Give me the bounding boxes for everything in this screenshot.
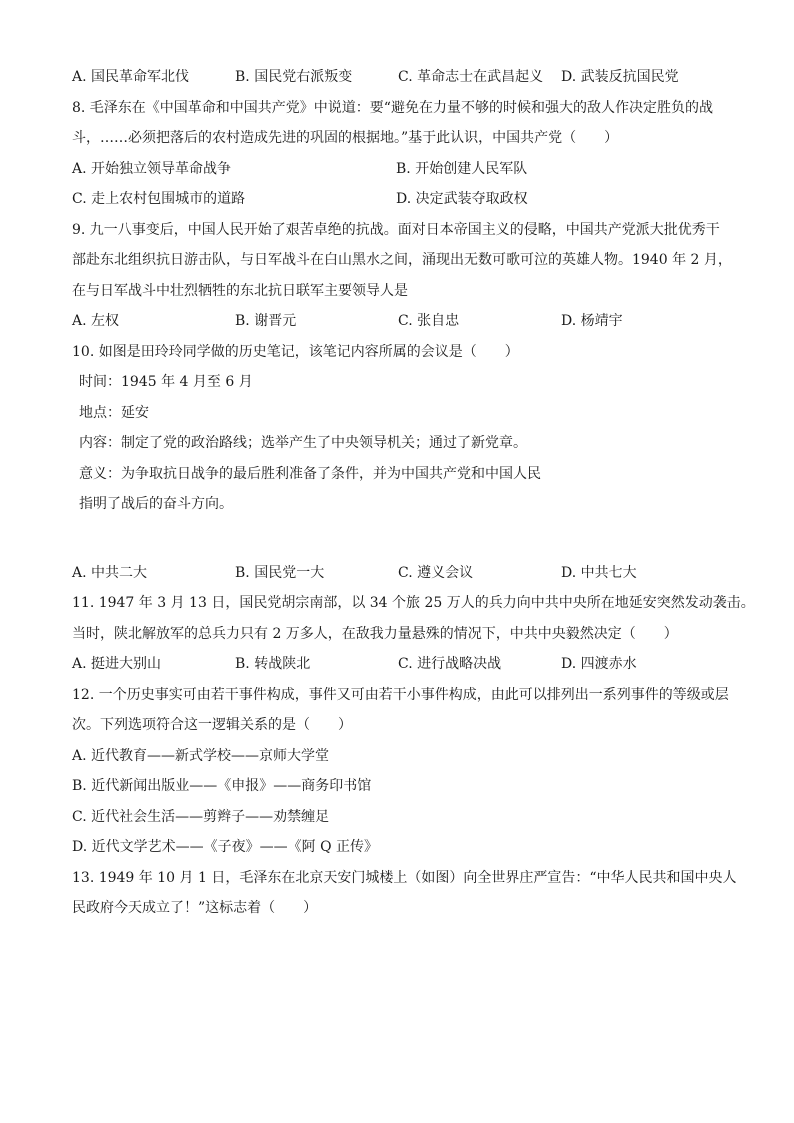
q8-stem-line-2: 斗，……必须把落后的农村造成先进的巩固的根据地。”基于此认识，中国共产党（ ） [72,130,619,146]
note-significance: 意义：为争取抗日战争的最后胜利准备了条件，并为中国共产党和中国人民 [79,465,541,482]
q10-option-a: A. 中共二大 [72,564,148,581]
q10-option-d: D. 中共七大 [561,564,637,581]
note-time: 时间：1945 年 4 月至 6 月 [79,374,253,390]
q9-stem-line-1: 9. 九一八事变后，中国人民开始了艰苦卓绝的抗战。面对日本帝国主义的侵略，中国共产党派大批优秀干 [72,221,720,238]
q12-stem-line-1: 12. 一个历史事实可由若干事件构成，事件又可由若干小事件构成，由此可以排列出一系列事件的等级或层 [72,686,729,703]
q12-stem-line-2: 次。下列选项符合这一逻辑关系的是（ ） [72,717,352,733]
q12-option-d: D. 近代文学艺术——《子夜》——《阿 Q 正传》 [72,839,379,855]
q8-option-d: D. 决定武装夺取政权 [396,191,528,207]
q13-stem-line-1: 13. 1949 年 10 月 1 日，毛泽东在北京天安门城楼上（如图）向全世界庄严宣告：“中华人民共和国中央人 [72,869,737,886]
q9-stem-line-3: 在与日军战斗中壮烈牺牲的东北抗日联军主要领导人是 [72,282,408,299]
q7-option-d: D. 武装反抗国民党 [561,69,679,85]
q13-stem-line-2: 民政府今天成立了！”这标志着（ ） [72,900,318,916]
note-significance-cont: 指明了战后的奋斗方向。 [79,496,233,512]
q9-stem-line-2: 部赴东北组织抗日游击队，与日军战斗在白山黑水之间，涌现出无数可歌可泣的英雄人物。1940 年 2 月， [72,252,732,268]
q12-option-a: A. 近代教育——新式学校——京师大学堂 [72,747,330,764]
q11-option-c: C. 进行战略决战 [398,656,502,672]
q11-stem-line-1: 11. 1947 年 3 月 13 日，国民党胡宗南部，以 34 个旅 25 万人的兵力向中共中央所在地延安突然发动袭击。 [72,595,755,611]
q8-option-c: C. 走上农村包围城市的道路 [72,191,246,207]
q8-options-row-2 [72,184,728,215]
q10-options [72,558,728,589]
q8-stem-line-1: 8. 毛泽东在《中国革命和中国共产党》中说道：要“避免在力量不够的时候和强大的敌人作决定胜负的战 [72,99,713,116]
q7-option-c: C. 革命志士在武昌起义 [398,69,544,85]
note-place: 地点：延安 [79,404,149,421]
q9-option-a: A. 左权 [72,313,120,329]
exam-page [72,62,755,924]
q11-options [72,649,728,680]
q9-option-c: C. 张自忠 [398,313,460,329]
q8-option-b: B. 开始创建人民军队 [396,160,528,177]
history-note [72,367,728,520]
q11-stem-line-2: 当时，陕北解放军的总兵力只有 2 万多人，在敌我力量悬殊的情况下，中共中央毅然决定（ ） [72,625,678,642]
q10-option-b: B. 国民党一大 [235,564,325,581]
q10-option-c: C. 遵义会议 [398,564,474,581]
q12-option-c: C. 近代社会生活——剪辫子——劝禁缠足 [72,808,330,825]
spacer [72,520,728,558]
q8-options-row-1 [72,154,728,185]
q12-option-b: B. 近代新闻出版业——《申报》——商务印书馆 [72,778,372,794]
q9-option-b: B. 谢晋元 [235,313,297,329]
q7-option-a: A. 国民革命军北伐 [72,69,190,85]
q9-options [72,306,728,337]
q11-option-b: B. 转战陕北 [235,656,311,672]
q9-option-d: D. 杨靖宇 [561,313,623,329]
q11-option-a: A. 挺进大别山 [72,656,162,672]
q7-options [72,62,728,93]
q10-stem: 10. 如图是田玲玲同学做的历史笔记，该笔记内容所属的会议是（ ） [72,343,519,360]
q8-option-a: A. 开始独立领导革命战争 [72,160,232,177]
q11-option-d: D. 四渡赤水 [561,656,637,672]
q7-option-b: B. 国民党右派叛变 [235,69,353,85]
note-content: 内容：制定了党的政治路线；选举产生了中央领导机关；通过了新党章。 [79,435,527,451]
